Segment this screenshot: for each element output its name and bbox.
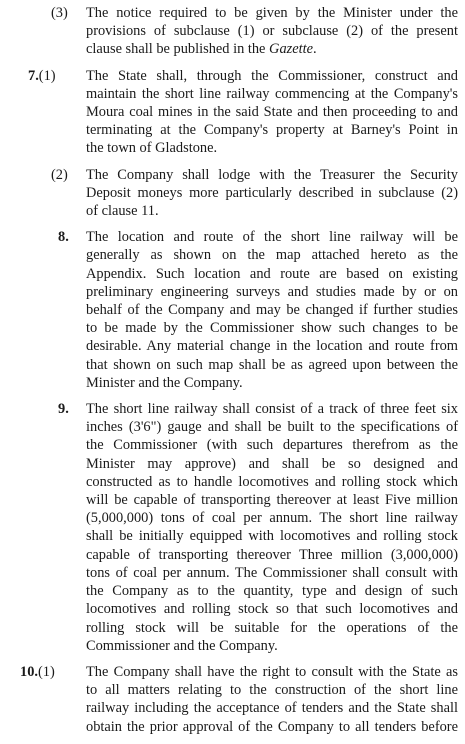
text-line: the Commissioner (with such departures therefrom as the — [86, 437, 458, 454]
clause-6-3 — [0, 4, 465, 59]
text-line: capable of transporting thereover Three million (3,000,000) — [86, 546, 458, 563]
clause-number: 8. — [58, 229, 69, 246]
text-line: The Company shall lodge with the Treasurer the Security — [86, 166, 458, 183]
clause-text — [86, 166, 458, 221]
gazette-italic: Gazette — [269, 41, 314, 58]
clause-7-2 — [0, 166, 465, 221]
text-line: of clause 11. — [86, 203, 159, 220]
clause-text — [86, 228, 458, 392]
text-line: behalf of the Company and may be changed if further studies — [86, 302, 458, 319]
text-line: will be capable of transporting thereover at least Five million — [86, 492, 458, 509]
clause-text — [86, 4, 458, 59]
text-line: Minister may approve) and shall be so designed and — [86, 455, 458, 472]
clause-9 — [0, 400, 465, 655]
text-line: The State shall, through the Commissioner, construct and — [86, 67, 458, 84]
text-line: maintain the short line railway commencing at the Company's — [86, 85, 458, 102]
text-line: constructed as to handle locomotives and rolling stock which — [86, 473, 458, 490]
text-line: (5,000,000) tons of coal per annum. The short line railway — [86, 510, 458, 527]
text-line: The short line railway shall consist of a track of three feet six — [86, 401, 458, 418]
text-line: Moura coal mines in the said State and then proceeding to and — [86, 104, 458, 121]
text-line: the town of Gladstone. — [86, 140, 218, 157]
text-line: clause shall be published in the Gazette. — [86, 41, 317, 58]
text-line: generally as shown on the map attached hereto as the — [86, 247, 458, 264]
text-line: obtain the prior approval of the Company to all tenders before — [86, 718, 458, 735]
text-line: tons of coal per annum. The Commissioner shall consult with — [86, 564, 458, 581]
text-line: The Company shall have the right to consult with the State as — [86, 663, 458, 680]
clause-text — [86, 663, 458, 736]
text-line: The location and route of the short line railway will be — [86, 229, 458, 246]
text-line: the Company as to the quantity, type and design of such — [86, 583, 458, 600]
clause-number: 7.(1) — [28, 67, 56, 84]
text-line: The notice required to be given by the Minister under the — [86, 5, 458, 21]
clause-number: 9. — [58, 401, 69, 418]
text-line: terminating at the Company's property at Barney's Point in — [86, 122, 458, 139]
text-line: Appendix. Such location and route are based on existing — [86, 265, 458, 282]
clause-8 — [0, 228, 465, 392]
clause-number: (3) — [51, 5, 68, 21]
text-line: railway including the acceptance of tenders and the State shall — [86, 700, 458, 717]
text-line: locomotives and rolling stock so that such locomotives and — [86, 601, 458, 618]
clause-10-1 — [0, 663, 465, 736]
text-line: provisions of subclause (1) or subclause (2) of the present — [86, 23, 458, 40]
text-line: shall be initially equipped with locomotives and rolling stock — [86, 528, 458, 545]
text-line: to all matters relating to the construction of the short line — [86, 682, 458, 699]
text-line: to be made by the Commissioner show such changes to be — [86, 320, 458, 337]
text-line: Deposit moneys more particularly described in subclause (2) — [86, 184, 458, 201]
clause-text — [86, 400, 458, 655]
text-line: rolling stock will be suitable for the operations of the — [86, 619, 458, 636]
text-line: desirable. Any material change in the location and route from — [86, 338, 458, 355]
text-line: preliminary engineering surveys and studies made by or on — [86, 283, 458, 300]
text-line: Commissioner and the Company. — [86, 637, 278, 654]
clause-number: (2) — [51, 166, 68, 183]
document-body — [0, 4, 465, 744]
clause-7-1 — [0, 67, 465, 158]
text-line: inches (3'6") gauge and shall be built to the specifications of — [86, 419, 458, 436]
clause-number: 10.(1) — [20, 663, 55, 680]
text-line: that shown on such map shall be as agreed upon between the — [86, 356, 458, 373]
clause-text — [86, 67, 458, 158]
text-line: Minister and the Company. — [86, 374, 243, 391]
